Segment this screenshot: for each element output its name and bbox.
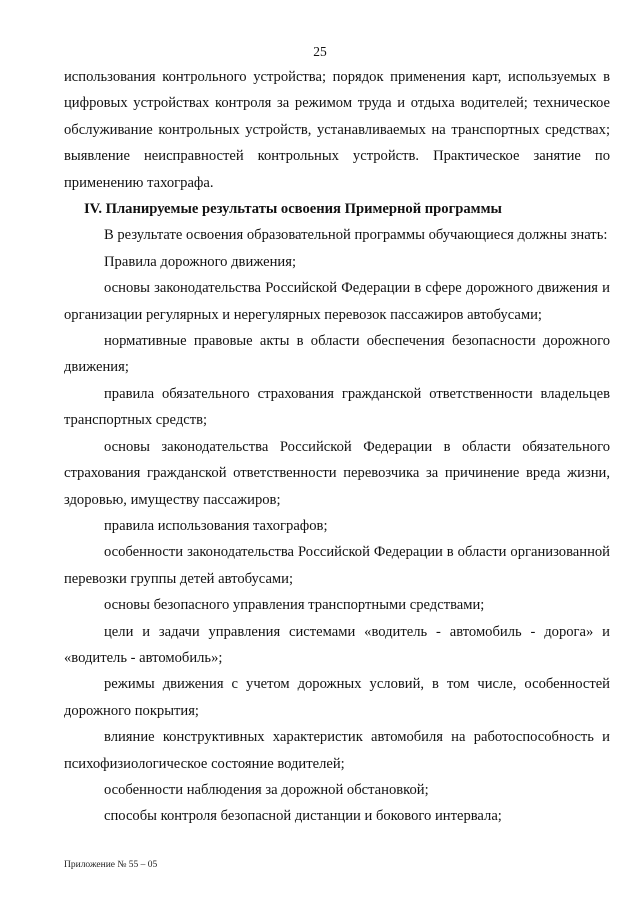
list-item: режимы движения с учетом дорожных условий, в том числе, особенностей дорожного покрытия; — [64, 676, 610, 719]
paragraph-continuation: использования контрольного устройства; порядок применения карт, используемых в цифровых устройствах контроля за режимом труда и отдыха водителей; техническое обслуживание контрольных устройств, устанавливаемых на транспортных средствах; выявление неисправностей контрольных устройств. Практическое занятие по применению тахографа. — [64, 69, 610, 191]
section-heading: IV. Планируемые результаты освоения Примерной программы — [84, 201, 502, 218]
page-footer: Приложение № 55 – 05 — [64, 860, 158, 870]
list-item: нормативные правовые акты в области обеспечения безопасности дорожного движения; — [64, 333, 610, 376]
list-item: Правила дорожного движения; — [104, 253, 297, 270]
list-item: влияние конструктивных характеристик автомобиля на работоспособность и психофизиологическое состояние водителей; — [64, 729, 610, 772]
list-item: правила обязательного страхования гражданской ответственности владельцев транспортных средств; — [64, 385, 610, 429]
list-item: особенности наблюдения за дорожной обстановкой; — [104, 781, 429, 798]
list-item: цели и задачи управления системами «водитель - автомобиль - дорога» и «водитель - автомобиль»; — [64, 623, 610, 666]
page-number: 25 — [313, 44, 327, 59]
paragraph-intro: В результате освоения образовательной программы обучающиеся должны знать: — [104, 227, 608, 244]
list-item: основы законодательства Российской Федерации в сфере дорожного движения и организации регулярных и нерегулярных перевозок пассажиров автобусами; — [64, 280, 610, 323]
body-text — [64, 64, 610, 830]
list-item: особенности законодательства Российской Федерации в области организованной перевозки группы детей автобусами; — [64, 544, 610, 587]
list-item: основы законодательства Российской Федерации в области обязательного страхования гражданской ответственности перевозчика за причинение вреда жизни, здоровью, имуществу пассажиров; — [64, 438, 610, 508]
list-item: способы контроля безопасной дистанции и бокового интервала; — [104, 808, 502, 825]
list-item: правила использования тахографов; — [104, 517, 328, 534]
list-item: основы безопасного управления транспортными средствами; — [104, 597, 485, 614]
